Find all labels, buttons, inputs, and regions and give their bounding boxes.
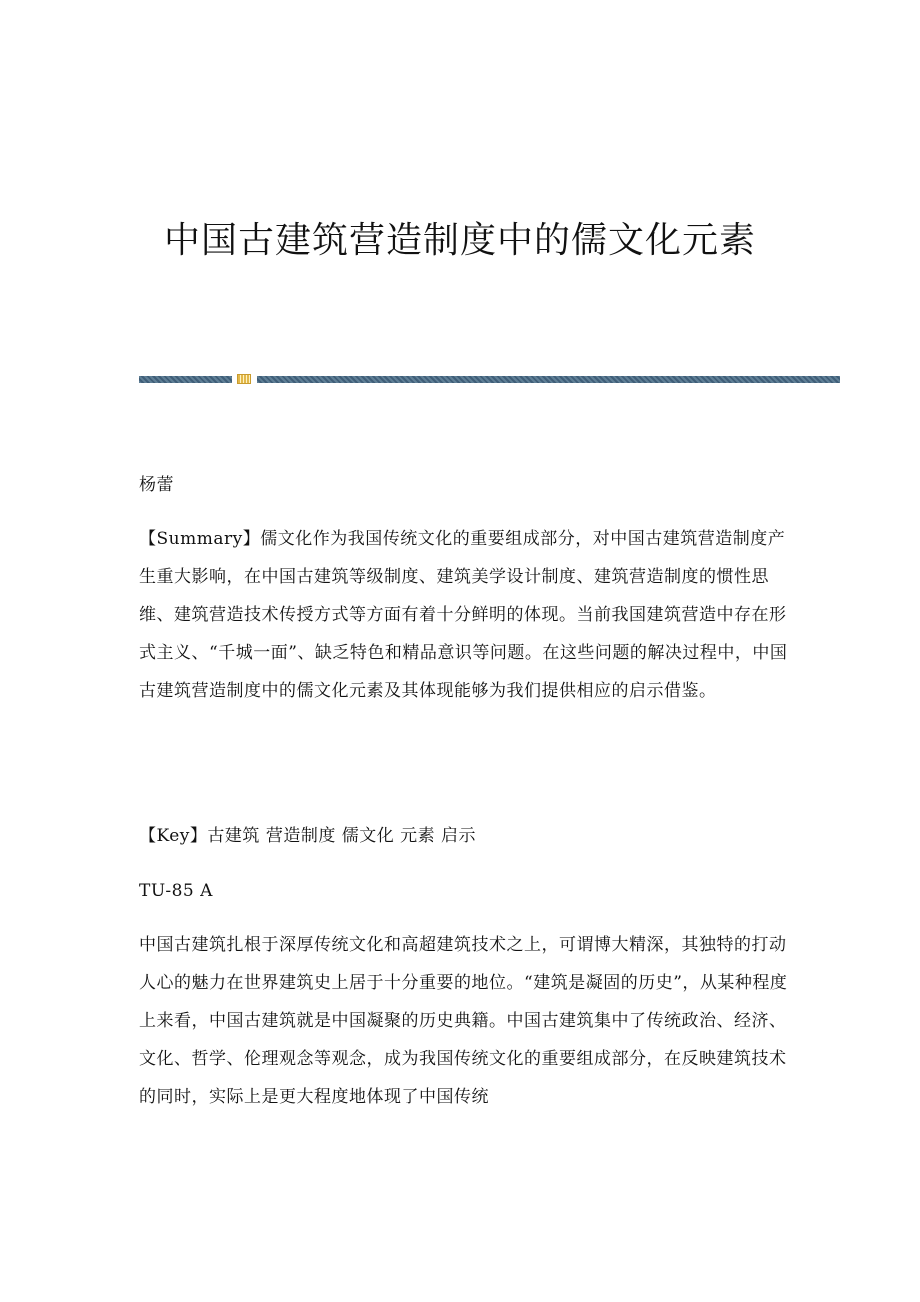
author-name: 杨蕾: [139, 475, 174, 495]
summary-paragraph: [139, 520, 789, 710]
keywords-line: [139, 817, 789, 855]
keywords-text: 古建筑 营造制度 儒文化 元素 启示: [207, 826, 477, 846]
divider-bar-right: [257, 376, 840, 383]
document-title: 中国古建筑营造制度中的儒文化元素: [163, 220, 756, 261]
title-divider: [139, 374, 840, 384]
keywords-label: 【Key】: [139, 826, 208, 846]
divider-bar-left: [139, 376, 232, 383]
summary-text: 儒文化作为我国传统文化的重要组成部分，对中国古建筑营造制度产生重大影响，在中国古建筑等级制度、建筑美学设计制度、建筑营造制度的惯性思维、建筑营造技术传授方式等方面有着十分鲜明的体现。当前我国建筑营造中存在形式主义、“千城一面”、缺乏特色和精品意识等问题。在这些问题的解决过程中，中国古建筑营造制度中的儒文化元素及其体现能够为我们提供相应的启示借鉴。: [139, 529, 788, 701]
body-paragraph-1: 中国古建筑扎根于深厚传统文化和高超建筑技术之上，可谓博大精深，其独特的打动人心的魅力在世界建筑史上居于十分重要的地位。“建筑是凝固的历史”，从某种程度上来看，中国古建筑就是中国凝聚的历史典籍。中国古建筑集中了传统政治、经济、文化、哲学、伦理观念等观念，成为我国传统文化的重要组成部分，在反映建筑技术的同时，实际上是更大程度地体现了中国传统: [139, 935, 788, 1107]
divider-ornament-icon: [237, 374, 251, 384]
classification-code: TU-85 A: [139, 881, 213, 901]
summary-label: 【Summary】: [139, 529, 261, 549]
